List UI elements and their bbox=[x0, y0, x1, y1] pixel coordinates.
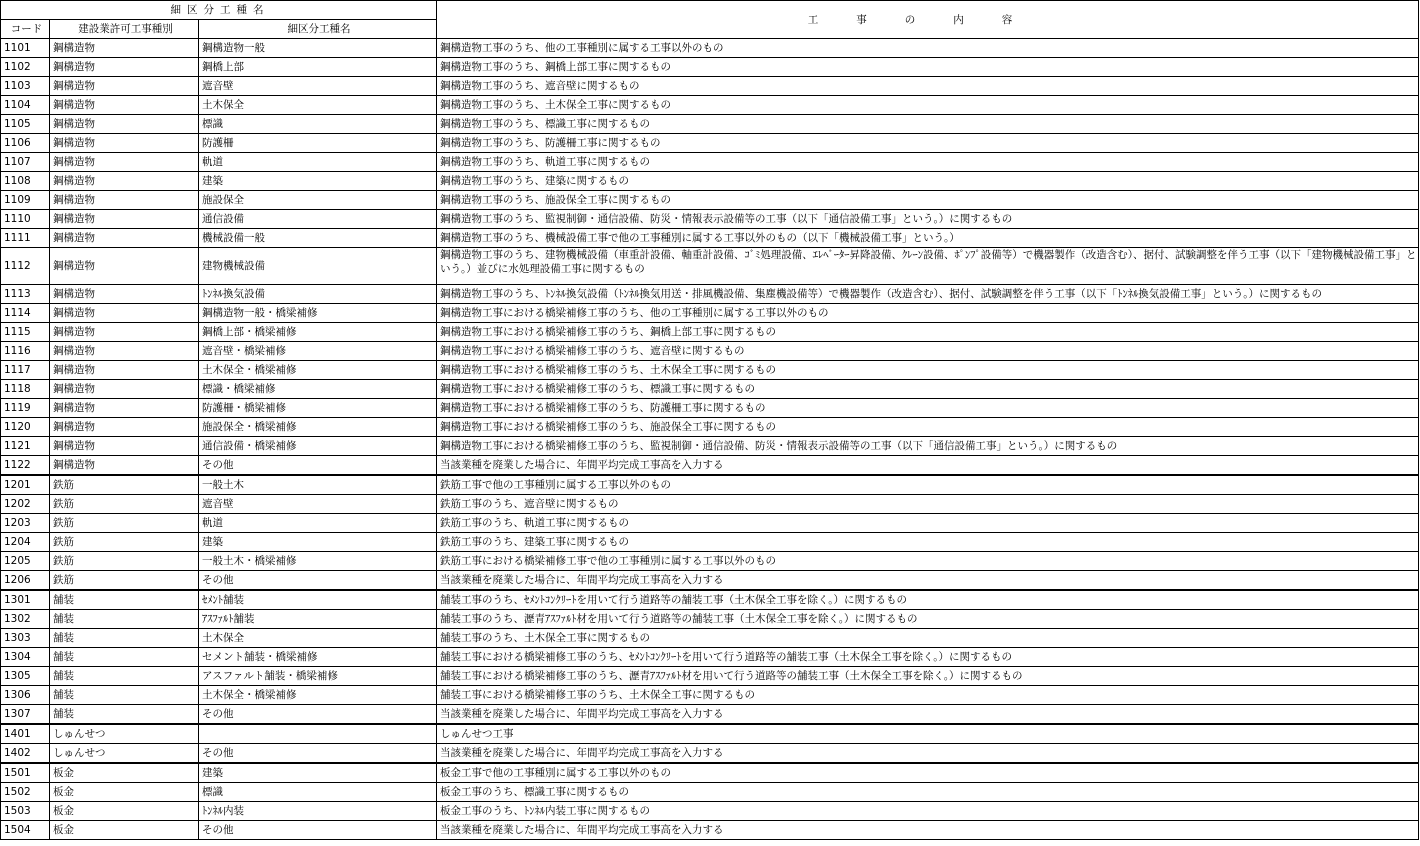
table-row[interactable] bbox=[1, 821, 1419, 840]
code-cell[interactable]: 1118 bbox=[1, 380, 50, 399]
content-cell[interactable]: 鋼構造物工事のうち、標識工事に関するもの bbox=[437, 115, 1419, 134]
table-row[interactable] bbox=[1, 724, 1419, 744]
table-row[interactable] bbox=[1, 610, 1419, 629]
code-cell[interactable]: 1105 bbox=[1, 115, 50, 134]
code-cell[interactable]: 1108 bbox=[1, 172, 50, 191]
permit-type-cell[interactable]: 鉄筋 bbox=[50, 475, 199, 495]
table-row[interactable] bbox=[1, 418, 1419, 437]
table-row[interactable] bbox=[1, 763, 1419, 783]
permit-type-cell[interactable]: 鋼構造物 bbox=[50, 96, 199, 115]
permit-type-cell[interactable]: 板金 bbox=[50, 821, 199, 840]
table-row[interactable] bbox=[1, 285, 1419, 304]
permit-type-cell[interactable]: 鋼構造物 bbox=[50, 58, 199, 77]
content-cell[interactable]: 鋼構造物工事における橋梁補修工事のうち、鋼橋上部工事に関するもの bbox=[437, 323, 1419, 342]
permit-type-cell[interactable]: 板金 bbox=[50, 802, 199, 821]
content-cell[interactable]: 鋼構造物工事における橋梁補修工事のうち、監視制御・通信設備、防災・情報表示設備等の工事（以下「通信設備工事」という。）に関するもの bbox=[437, 437, 1419, 456]
content-cell[interactable]: 鋼構造物工事における橋梁補修工事のうち、土木保全工事に関するもの bbox=[437, 361, 1419, 380]
subtype-cell[interactable]: 防護柵・橋梁補修 bbox=[199, 399, 437, 418]
permit-type-cell[interactable]: 舗装 bbox=[50, 629, 199, 648]
table-row[interactable] bbox=[1, 514, 1419, 533]
permit-type-cell[interactable]: 舗装 bbox=[50, 590, 199, 610]
code-cell[interactable]: 1303 bbox=[1, 629, 50, 648]
permit-type-cell[interactable]: 鋼構造物 bbox=[50, 39, 199, 58]
permit-type-cell[interactable]: 舗装 bbox=[50, 667, 199, 686]
permit-type-cell[interactable]: 鋼構造物 bbox=[50, 418, 199, 437]
content-cell[interactable]: 鋼構造物工事のうち、防護柵工事に関するもの bbox=[437, 134, 1419, 153]
code-cell[interactable]: 1112 bbox=[1, 248, 50, 285]
content-cell[interactable]: 鋼構造物工事における橋梁補修工事のうち、施設保全工事に関するもの bbox=[437, 418, 1419, 437]
content-cell[interactable]: 当該業種を廃業した場合に、年間平均完成工事高を入力する bbox=[437, 821, 1419, 840]
content-cell[interactable]: 鉄筋工事で他の工事種別に属する工事以外のもの bbox=[437, 475, 1419, 495]
code-cell[interactable]: 1102 bbox=[1, 58, 50, 77]
content-cell[interactable]: 鋼構造物工事における橋梁補修工事のうち、遮音壁に関するもの bbox=[437, 342, 1419, 361]
subtype-cell[interactable]: 通信設備 bbox=[199, 210, 437, 229]
subtype-cell[interactable]: 鋼構造物一般・橋梁補修 bbox=[199, 304, 437, 323]
subtype-cell[interactable]: 施設保全 bbox=[199, 191, 437, 210]
table-row[interactable] bbox=[1, 77, 1419, 96]
code-cell[interactable]: 1113 bbox=[1, 285, 50, 304]
permit-type-cell[interactable]: 鋼構造物 bbox=[50, 248, 199, 285]
content-cell[interactable]: 鉄筋工事のうち、遮音壁に関するもの bbox=[437, 495, 1419, 514]
code-cell[interactable]: 1402 bbox=[1, 744, 50, 764]
permit-type-cell[interactable]: 舗装 bbox=[50, 610, 199, 629]
permit-type-cell[interactable]: 鉄筋 bbox=[50, 514, 199, 533]
subtype-cell[interactable]: 機械設備一般 bbox=[199, 229, 437, 248]
content-cell[interactable]: 舗装工事のうち、瀝青ｱｽﾌｧﾙﾄ材を用いて行う道路等の舗装工事（土木保全工事を除く。）に関するもの bbox=[437, 610, 1419, 629]
permit-type-cell[interactable]: 鉄筋 bbox=[50, 552, 199, 571]
subtype-cell[interactable]: ﾄﾝﾈﾙ換気設備 bbox=[199, 285, 437, 304]
permit-type-cell[interactable]: 鋼構造物 bbox=[50, 115, 199, 134]
subtype-cell[interactable]: 遮音壁・橋梁補修 bbox=[199, 342, 437, 361]
code-cell[interactable]: 1301 bbox=[1, 590, 50, 610]
code-cell[interactable]: 1203 bbox=[1, 514, 50, 533]
content-cell[interactable]: 鋼構造物工事のうち、他の工事種別に属する工事以外のもの bbox=[437, 39, 1419, 58]
subtype-cell[interactable]: ﾄﾝﾈﾙ内装 bbox=[199, 802, 437, 821]
content-cell[interactable]: 当該業種を廃業した場合に、年間平均完成工事高を入力する bbox=[437, 705, 1419, 725]
code-header: コード bbox=[1, 20, 50, 39]
code-cell[interactable]: 1305 bbox=[1, 667, 50, 686]
content-cell[interactable]: 板金工事で他の工事種別に属する工事以外のもの bbox=[437, 763, 1419, 783]
permit-type-cell[interactable]: 鋼構造物 bbox=[50, 399, 199, 418]
content-cell[interactable]: 舗装工事における橋梁補修工事のうち、瀝青ｱｽﾌｧﾙﾄ材を用いて行う道路等の舗装工事（土木保全工事を除く。）に関するもの bbox=[437, 667, 1419, 686]
content-cell[interactable]: 鋼構造物工事のうち、ﾄﾝﾈﾙ換気設備（ﾄﾝﾈﾙ換気用送・排風機設備、集塵機設備等）で機器製作（改造含む）、据付、試験調整を伴う工事（以下「ﾄﾝﾈﾙ換気設備工事」という。）に関するもの bbox=[437, 285, 1419, 304]
subtype-cell[interactable]: 鋼橋上部・橋梁補修 bbox=[199, 323, 437, 342]
permit-type-cell[interactable]: 板金 bbox=[50, 783, 199, 802]
permit-type-cell[interactable]: 鋼構造物 bbox=[50, 229, 199, 248]
subtype-cell[interactable]: ｱｽﾌｧﾙﾄ舗装 bbox=[199, 610, 437, 629]
permit-type-cell[interactable]: しゅんせつ bbox=[50, 724, 199, 744]
code-cell[interactable]: 1115 bbox=[1, 323, 50, 342]
permit-type-cell[interactable]: 鋼構造物 bbox=[50, 323, 199, 342]
permit-type-cell[interactable]: 鋼構造物 bbox=[50, 191, 199, 210]
code-cell[interactable]: 1119 bbox=[1, 399, 50, 418]
code-cell[interactable]: 1106 bbox=[1, 134, 50, 153]
permit-type-cell[interactable]: 板金 bbox=[50, 763, 199, 783]
code-cell[interactable]: 1120 bbox=[1, 418, 50, 437]
table-row[interactable] bbox=[1, 172, 1419, 191]
content-cell[interactable]: 鋼構造物工事のうち、軌道工事に関するもの bbox=[437, 153, 1419, 172]
subtype-cell[interactable]: 標識 bbox=[199, 783, 437, 802]
code-cell[interactable]: 1122 bbox=[1, 456, 50, 476]
permit-type-cell[interactable]: 鋼構造物 bbox=[50, 210, 199, 229]
subtype-cell[interactable]: 標識 bbox=[199, 115, 437, 134]
content-cell[interactable]: 鉄筋工事のうち、軌道工事に関するもの bbox=[437, 514, 1419, 533]
content-cell[interactable]: 鋼構造物工事のうち、建物機械設備（車重計設備、軸重計設備、ｺﾞﾐ処理設備、ｴﾚﾍﾞｰﾀｰ昇降設備、ｸﾚｰﾝ設備、ﾎﾟﾝﾌﾟ設備等）で機器製作（改造含む）、据付、試験調整を伴う工事（以下「建物機械設備工事」という。）並びに水処理設備工事に関するもの bbox=[437, 248, 1419, 285]
code-cell[interactable]: 1117 bbox=[1, 361, 50, 380]
table-row[interactable] bbox=[1, 229, 1419, 248]
content-cell[interactable]: 鋼構造物工事のうち、建築に関するもの bbox=[437, 172, 1419, 191]
code-cell[interactable]: 1109 bbox=[1, 191, 50, 210]
subtype-cell[interactable]: 鋼橋上部 bbox=[199, 58, 437, 77]
content-cell[interactable]: 舗装工事における橋梁補修工事のうち、ｾﾒﾝﾄｺﾝｸﾘｰﾄを用いて行う道路等の舗装工事（土木保全工事を除く。）に関するもの bbox=[437, 648, 1419, 667]
code-cell[interactable]: 1204 bbox=[1, 533, 50, 552]
subtype-cell[interactable]: 建物機械設備 bbox=[199, 248, 437, 285]
content-cell[interactable]: しゅんせつ工事 bbox=[437, 724, 1419, 744]
content-cell[interactable]: 鉄筋工事のうち、建築工事に関するもの bbox=[437, 533, 1419, 552]
subtype-cell[interactable]: 軌道 bbox=[199, 153, 437, 172]
table-row[interactable] bbox=[1, 304, 1419, 323]
table-row[interactable] bbox=[1, 58, 1419, 77]
content-cell[interactable]: 当該業種を廃業した場合に、年間平均完成工事高を入力する bbox=[437, 571, 1419, 591]
table-row[interactable] bbox=[1, 667, 1419, 686]
code-cell[interactable]: 1504 bbox=[1, 821, 50, 840]
subtype-header: 細区分工種名 bbox=[199, 20, 437, 39]
subtype-cell[interactable]: 遮音壁 bbox=[199, 495, 437, 514]
table-row[interactable] bbox=[1, 191, 1419, 210]
table-row[interactable] bbox=[1, 456, 1419, 476]
permit-type-cell[interactable]: 鉄筋 bbox=[50, 571, 199, 591]
permit-type-cell[interactable]: 鋼構造物 bbox=[50, 342, 199, 361]
content-cell[interactable]: 当該業種を廃業した場合に、年間平均完成工事高を入力する bbox=[437, 456, 1419, 476]
subtype-cell[interactable]: 遮音壁 bbox=[199, 77, 437, 96]
table-row[interactable] bbox=[1, 248, 1419, 285]
table-row[interactable] bbox=[1, 705, 1419, 725]
subtype-cell[interactable]: 防護柵 bbox=[199, 134, 437, 153]
table-row[interactable] bbox=[1, 399, 1419, 418]
permit-type-cell[interactable]: 鋼構造物 bbox=[50, 77, 199, 96]
subtype-cell[interactable]: 土木保全 bbox=[199, 629, 437, 648]
code-cell[interactable]: 1206 bbox=[1, 571, 50, 591]
content-cell[interactable]: 当該業種を廃業した場合に、年間平均完成工事高を入力する bbox=[437, 744, 1419, 764]
code-cell[interactable]: 1302 bbox=[1, 610, 50, 629]
subtype-cell[interactable]: 一般土木 bbox=[199, 475, 437, 495]
subtype-cell[interactable]: 土木保全・橋梁補修 bbox=[199, 361, 437, 380]
subtype-cell[interactable]: 建築 bbox=[199, 172, 437, 191]
table-row[interactable] bbox=[1, 342, 1419, 361]
subtype-cell[interactable] bbox=[199, 724, 437, 744]
content-cell[interactable]: 鋼構造物工事のうち、施設保全工事に関するもの bbox=[437, 191, 1419, 210]
content-cell[interactable]: 舗装工事のうち、ｾﾒﾝﾄｺﾝｸﾘｰﾄを用いて行う道路等の舗装工事（土木保全工事を除く。）に関するもの bbox=[437, 590, 1419, 610]
table-row[interactable] bbox=[1, 533, 1419, 552]
code-cell[interactable]: 1503 bbox=[1, 802, 50, 821]
content-cell[interactable]: 鋼構造物工事のうち、土木保全工事に関するもの bbox=[437, 96, 1419, 115]
permit-type-cell[interactable]: 鋼構造物 bbox=[50, 153, 199, 172]
subtype-cell[interactable]: ｾﾒﾝﾄ舗装 bbox=[199, 590, 437, 610]
subtype-cell[interactable]: その他 bbox=[199, 705, 437, 725]
code-cell[interactable]: 1103 bbox=[1, 77, 50, 96]
subtype-cell[interactable]: アスファルト舗装・橋梁補修 bbox=[199, 667, 437, 686]
table-row[interactable] bbox=[1, 495, 1419, 514]
subtype-cell[interactable]: 一般土木・橋梁補修 bbox=[199, 552, 437, 571]
content-cell[interactable]: 鋼構造物工事のうち、監視制御・通信設備、防災・情報表示設備等の工事（以下「通信設備工事」という。）に関するもの bbox=[437, 210, 1419, 229]
content-cell[interactable]: 板金工事のうち、標識工事に関するもの bbox=[437, 783, 1419, 802]
code-cell[interactable]: 1121 bbox=[1, 437, 50, 456]
content-cell[interactable]: 板金工事のうち、ﾄﾝﾈﾙ内装工事に関するもの bbox=[437, 802, 1419, 821]
code-cell[interactable]: 1201 bbox=[1, 475, 50, 495]
subtype-cell[interactable]: その他 bbox=[199, 744, 437, 764]
code-cell[interactable]: 1401 bbox=[1, 724, 50, 744]
permit-type-cell[interactable]: 鉄筋 bbox=[50, 533, 199, 552]
content-cell[interactable]: 鉄筋工事における橋梁補修工事で他の工事種別に属する工事以外のもの bbox=[437, 552, 1419, 571]
code-cell[interactable]: 1205 bbox=[1, 552, 50, 571]
subtype-group-header: 細区分工種名 bbox=[1, 1, 437, 20]
table-row[interactable] bbox=[1, 323, 1419, 342]
subtype-cell[interactable]: 鋼構造物一般 bbox=[199, 39, 437, 58]
permit-type-cell[interactable]: 舗装 bbox=[50, 705, 199, 725]
code-cell[interactable]: 1202 bbox=[1, 495, 50, 514]
table-row[interactable] bbox=[1, 802, 1419, 821]
subtype-cell[interactable]: 建築 bbox=[199, 533, 437, 552]
permit-type-cell[interactable]: 鋼構造物 bbox=[50, 285, 199, 304]
permit-type-cell[interactable]: 鋼構造物 bbox=[50, 437, 199, 456]
subtype-cell[interactable]: その他 bbox=[199, 821, 437, 840]
content-cell[interactable]: 舗装工事のうち、土木保全工事に関するもの bbox=[437, 629, 1419, 648]
permit-type-cell[interactable]: 舗装 bbox=[50, 686, 199, 705]
table-row[interactable] bbox=[1, 744, 1419, 764]
subtype-cell[interactable]: その他 bbox=[199, 571, 437, 591]
permit-type-cell[interactable]: 鋼構造物 bbox=[50, 380, 199, 399]
subtype-cell[interactable]: 標識・橋梁補修 bbox=[199, 380, 437, 399]
table-row[interactable] bbox=[1, 552, 1419, 571]
code-cell[interactable]: 1114 bbox=[1, 304, 50, 323]
table-row[interactable] bbox=[1, 783, 1419, 802]
content-cell[interactable]: 鋼構造物工事における橋梁補修工事のうち、防護柵工事に関するもの bbox=[437, 399, 1419, 418]
code-cell[interactable]: 1501 bbox=[1, 763, 50, 783]
permit-type-cell[interactable]: 鋼構造物 bbox=[50, 134, 199, 153]
permit-type-header: 建設業許可工事種別 bbox=[50, 20, 199, 39]
table-row[interactable] bbox=[1, 648, 1419, 667]
permit-type-cell[interactable]: 鋼構造物 bbox=[50, 304, 199, 323]
code-cell[interactable]: 1502 bbox=[1, 783, 50, 802]
permit-type-cell[interactable]: 鋼構造物 bbox=[50, 456, 199, 476]
subtype-cell[interactable]: 通信設備・橋梁補修 bbox=[199, 437, 437, 456]
table-body bbox=[1, 39, 1419, 840]
code-cell[interactable]: 1107 bbox=[1, 153, 50, 172]
content-cell[interactable]: 鋼構造物工事のうち、機械設備工事で他の工事種別に属する工事以外のもの（以下「機械設備工事」という。） bbox=[437, 229, 1419, 248]
subtype-cell[interactable]: その他 bbox=[199, 456, 437, 476]
permit-type-cell[interactable]: 鋼構造物 bbox=[50, 361, 199, 380]
table-row[interactable] bbox=[1, 629, 1419, 648]
subtype-cell[interactable]: 土木保全 bbox=[199, 96, 437, 115]
subtype-cell[interactable]: 施設保全・橋梁補修 bbox=[199, 418, 437, 437]
code-cell[interactable]: 1104 bbox=[1, 96, 50, 115]
code-cell[interactable]: 1306 bbox=[1, 686, 50, 705]
table-row[interactable] bbox=[1, 115, 1419, 134]
permit-type-cell[interactable]: しゅんせつ bbox=[50, 744, 199, 764]
content-cell[interactable]: 鋼構造物工事のうち、鋼橋上部工事に関するもの bbox=[437, 58, 1419, 77]
permit-type-cell[interactable]: 鉄筋 bbox=[50, 495, 199, 514]
table-row[interactable] bbox=[1, 590, 1419, 610]
subtype-cell[interactable]: セメント舗装・橋梁補修 bbox=[199, 648, 437, 667]
table-row[interactable] bbox=[1, 361, 1419, 380]
code-cell[interactable]: 1304 bbox=[1, 648, 50, 667]
table-row[interactable] bbox=[1, 571, 1419, 591]
permit-type-cell[interactable]: 舗装 bbox=[50, 648, 199, 667]
permit-type-cell[interactable]: 鋼構造物 bbox=[50, 172, 199, 191]
code-cell[interactable]: 1307 bbox=[1, 705, 50, 725]
table-row[interactable] bbox=[1, 153, 1419, 172]
table-row[interactable] bbox=[1, 96, 1419, 115]
code-cell[interactable]: 1101 bbox=[1, 39, 50, 58]
table-row[interactable] bbox=[1, 686, 1419, 705]
subtype-cell[interactable]: 建築 bbox=[199, 763, 437, 783]
subtype-cell[interactable]: 軌道 bbox=[199, 514, 437, 533]
table-row[interactable] bbox=[1, 437, 1419, 456]
code-cell[interactable]: 1111 bbox=[1, 229, 50, 248]
table-row[interactable] bbox=[1, 210, 1419, 229]
content-cell[interactable]: 鋼構造物工事における橋梁補修工事のうち、標識工事に関するもの bbox=[437, 380, 1419, 399]
table-row[interactable] bbox=[1, 475, 1419, 495]
content-header: 工事の内容 bbox=[437, 1, 1419, 39]
content-cell[interactable]: 舗装工事における橋梁補修工事のうち、土木保全工事に関するもの bbox=[437, 686, 1419, 705]
code-cell[interactable]: 1110 bbox=[1, 210, 50, 229]
table-row[interactable] bbox=[1, 134, 1419, 153]
content-cell[interactable]: 鋼構造物工事における橋梁補修工事のうち、他の工事種別に属する工事以外のもの bbox=[437, 304, 1419, 323]
table-row[interactable] bbox=[1, 39, 1419, 58]
table-row[interactable] bbox=[1, 380, 1419, 399]
subtype-cell[interactable]: 土木保全・橋梁補修 bbox=[199, 686, 437, 705]
content-cell[interactable]: 鋼構造物工事のうち、遮音壁に関するもの bbox=[437, 77, 1419, 96]
code-cell[interactable]: 1116 bbox=[1, 342, 50, 361]
